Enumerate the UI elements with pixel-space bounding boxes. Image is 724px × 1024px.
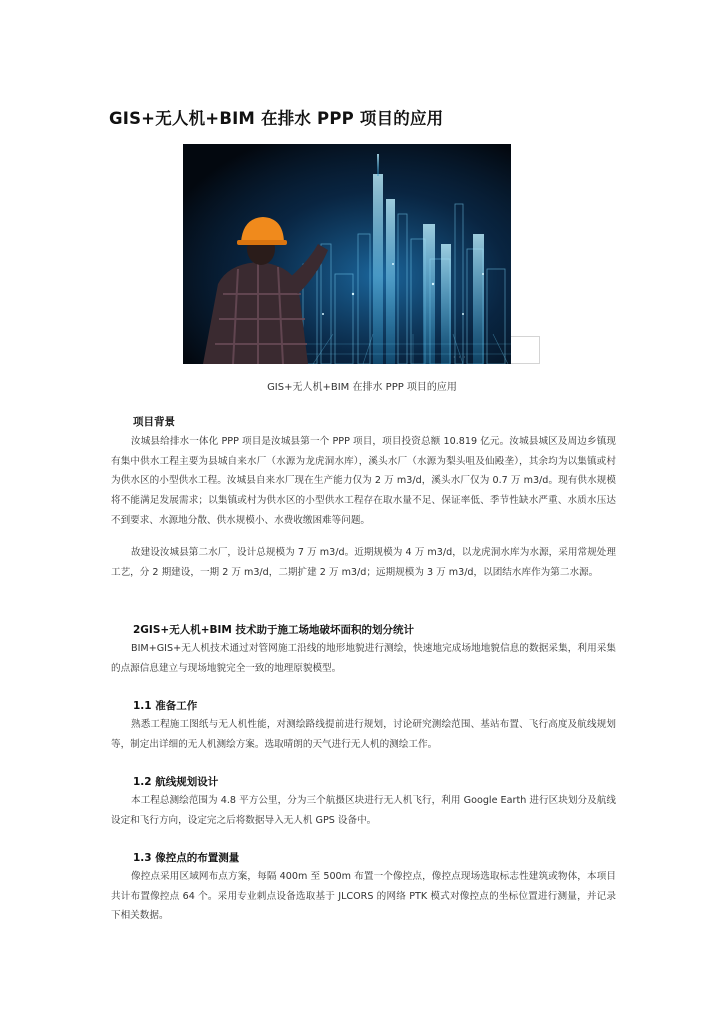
section-heading: 1.3 像控点的布置测量 (133, 852, 240, 864)
image-frame-corner (511, 336, 540, 364)
section-control-points (111, 851, 616, 926)
section-heading: 1.2 航线规划设计 (133, 776, 219, 788)
section-heading: 项目背景 (133, 416, 175, 428)
paragraph: 像控点采用区域网布点方案，每隔 400m 至 500m 布置一个像控点，像控点现场选取标志性建筑或物体，本项目共计布置像控点 64 个。采用专业刺点设备选取基于 JLCORS 的网络 PTK 模式对像控点的坐标位置进行测量，并记录下相关数据。 (111, 871, 616, 922)
paragraph: 熟悉工程施工图纸与无人机性能，对测绘路线提前进行规划，讨论研究测绘范围、基站布置、飞行高度及航线规划等，制定出详细的无人机测绘方案。选取晴朗的天气进行无人机的测绘工作。 (111, 719, 616, 750)
city-hologram-illustration (183, 144, 511, 364)
paragraph: 故建设汝城县第二水厂，设计总规模为 7 万 m3/d。近期规模为 4 万 m3/d，以龙虎洞水库为水源，采用常规处理工艺，分 2 期建设，一期 2 万 m3/d，二期扩建 2 万 m3/d；远期规模为 3 万 m3/d，以团结水库作为第二水源。 (111, 547, 616, 578)
paragraph: 本工程总测绘范围为 4.8 平方公里，分为三个航摄区块进行无人机飞行，利用 Google Earth 进行区块划分及航线设定和飞行方向，设定完之后将数据导入无人机 GPS 设备中。 (111, 795, 616, 826)
section-project-background (111, 415, 616, 531)
svg-text:· · ·: · · · (453, 353, 466, 362)
section-preparation (111, 699, 616, 754)
section-heading: 1.1 准备工作 (133, 700, 198, 712)
article-title: GIS+无人机+BIM 在排水 PPP 项目的应用 (109, 109, 444, 128)
hero-image (183, 144, 511, 364)
section-heading: 2GIS+无人机+BIM 技术助于施工场地破坏面积的划分统计 (133, 624, 415, 636)
paragraph: 汝城县给排水一体化 PPP 项目是汝城县第一个 PPP 项目，项目投资总额 10.819 亿元。汝城县城区及周边乡镇现有集中供水工程主要为县城自来水厂（水源为龙虎洞水库），溪头水厂（水源为梨头咀及仙殿垄），其余均为以集镇或村为供水区的小型供水工程。汝城县自来水厂现在生产能力仅为 2 万 m3/d，溪头水厂仅为 0.7 万 m3/d。现有供水规模将不能满足发展需求；以集镇或村为供水区的小型供水工程存在取水量不足、保证率低、季节性缺水严重、水质水压达不到要求、水源地分散、供水规模小、水费收缴困难等问题。 (111, 436, 616, 526)
section-gis-uav-bim (111, 623, 616, 678)
section-flight-route (111, 775, 616, 830)
figure-caption: GIS+无人机+BIM 在排水 PPP 项目的应用 (267, 382, 457, 393)
section-project-background-cont (111, 543, 616, 582)
paragraph: BIM+GIS+无人机技术通过对管网施工沿线的地形地貌进行测绘，快速地完成场地地貌信息的数据采集，利用采集的点源信息建立与现场地貌完全一致的地理原貌模型。 (111, 643, 616, 674)
